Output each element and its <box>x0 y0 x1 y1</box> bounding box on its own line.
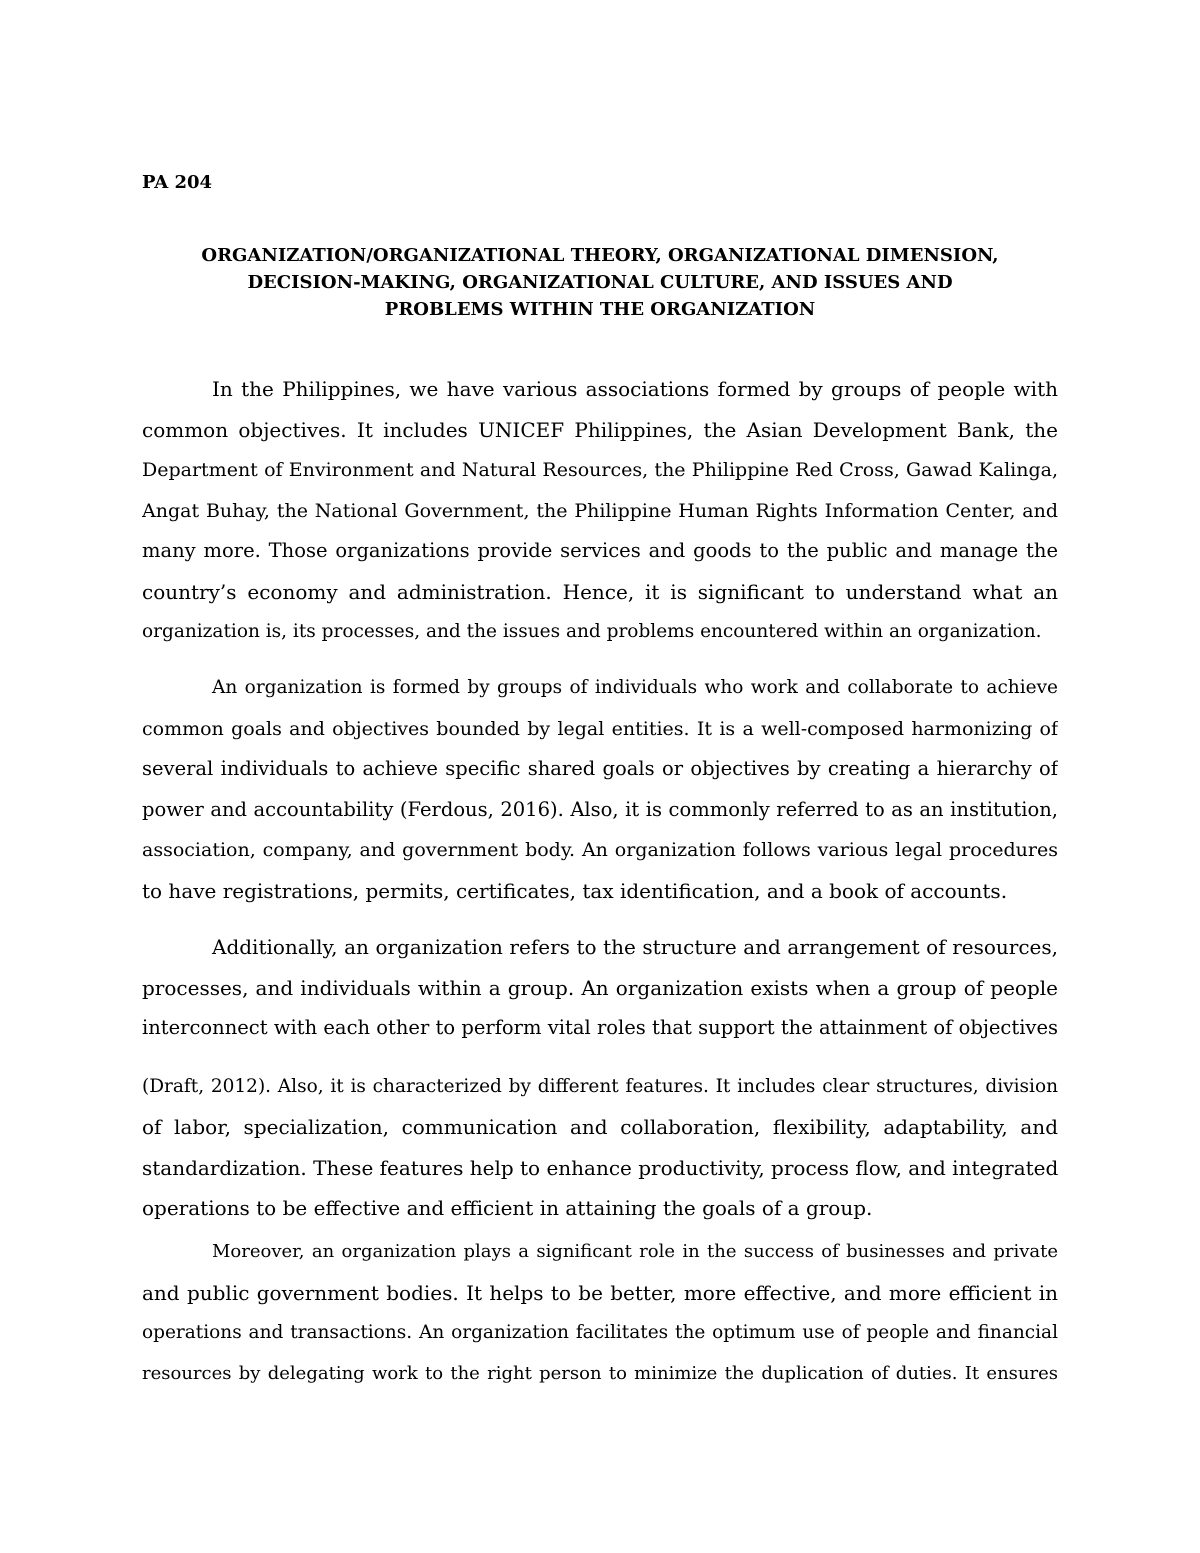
paragraph-line: association, company, and government body. An organization follows various legal procedures <box>142 839 1058 861</box>
paragraph-line: Moreover, an organization plays a significant role in the success of businesses and private <box>212 1241 1058 1262</box>
paragraph-line: Additionally, an organization refers to the structure and arrangement of resources, <box>212 935 1058 959</box>
paragraph-line: Angat Buhay, the National Government, the Philippine Human Rights Information Center, and <box>142 499 1058 522</box>
paragraph-4 <box>142 1232 1058 1394</box>
paragraph-line: country’s economy and administration. Hence, it is significant to understand what an <box>142 579 1058 604</box>
paragraph-line: (Draft, 2012). Also, it is characterized by different features. It includes clear structures, division <box>142 1075 1058 1097</box>
paragraph-1 <box>142 369 1058 653</box>
paragraph-3 <box>142 927 1058 1229</box>
paragraph-line: operations to be effective and efficient in attaining the goals of a group. <box>142 1196 873 1220</box>
title-line: PROBLEMS WITHIN THE ORGANIZATION <box>384 299 816 320</box>
paragraph-line: several individuals to achieve specific shared goals or objectives by creating a hierarchy of <box>142 757 1058 780</box>
paragraph-line: common objectives. It includes UNICEF Philippines, the Asian Development Bank, the <box>142 417 1058 442</box>
paragraph-line: organization is, its processes, and the issues and problems encountered within an organization. <box>142 621 1042 642</box>
paragraph-line: An organization is formed by groups of individuals who work and collaborate to achieve <box>212 677 1058 698</box>
paragraph-line: resources by delegating work to the right person to minimize the duplication of duties. It ensures <box>142 1362 1058 1384</box>
paragraph-line: and public government bodies. It helps to be better, more effective, and more efficient in <box>142 1280 1058 1305</box>
paragraph-line: In the Philippines, we have various associations formed by groups of people with <box>212 377 1058 401</box>
course-code: PA 204 <box>142 172 213 193</box>
paragraph-line: of labor, specialization, communication and collaboration, flexibility, adaptability, and <box>142 1115 1058 1139</box>
title-line: ORGANIZATION/ORGANIZATIONAL THEORY, ORGANIZATIONAL DIMENSION, <box>201 245 999 266</box>
document-title <box>130 242 1070 323</box>
paragraph-line: interconnect with each other to perform vital roles that support the attainment of objectives <box>142 1016 1058 1039</box>
paragraph-line: standardization. These features help to enhance productivity, process flow, and integrated <box>142 1155 1058 1180</box>
paragraph-line: Department of Environment and Natural Resources, the Philippine Red Cross, Gawad Kalinga, <box>142 459 1058 481</box>
paragraph-line: power and accountability (Ferdous, 2016). Also, it is commonly referred to as an institution, <box>142 797 1058 821</box>
paragraph-line: common goals and objectives bounded by legal entities. It is a well-composed harmonizing of <box>142 717 1058 740</box>
paragraph-line: to have registrations, permits, certificates, tax identification, and a book of accounts. <box>142 878 1008 903</box>
paragraph-line: processes, and individuals within a group. An organization exists when a group of people <box>142 975 1058 1000</box>
title-line: DECISION-MAKING, ORGANIZATIONAL CULTURE, AND ISSUES AND <box>247 272 953 293</box>
paragraph-2 <box>142 668 1058 911</box>
paragraph-line: operations and transactions. An organization facilitates the optimum use of people and financial <box>142 1322 1058 1343</box>
paragraph-line: many more. Those organizations provide services and goods to the public and manage the <box>142 539 1058 562</box>
